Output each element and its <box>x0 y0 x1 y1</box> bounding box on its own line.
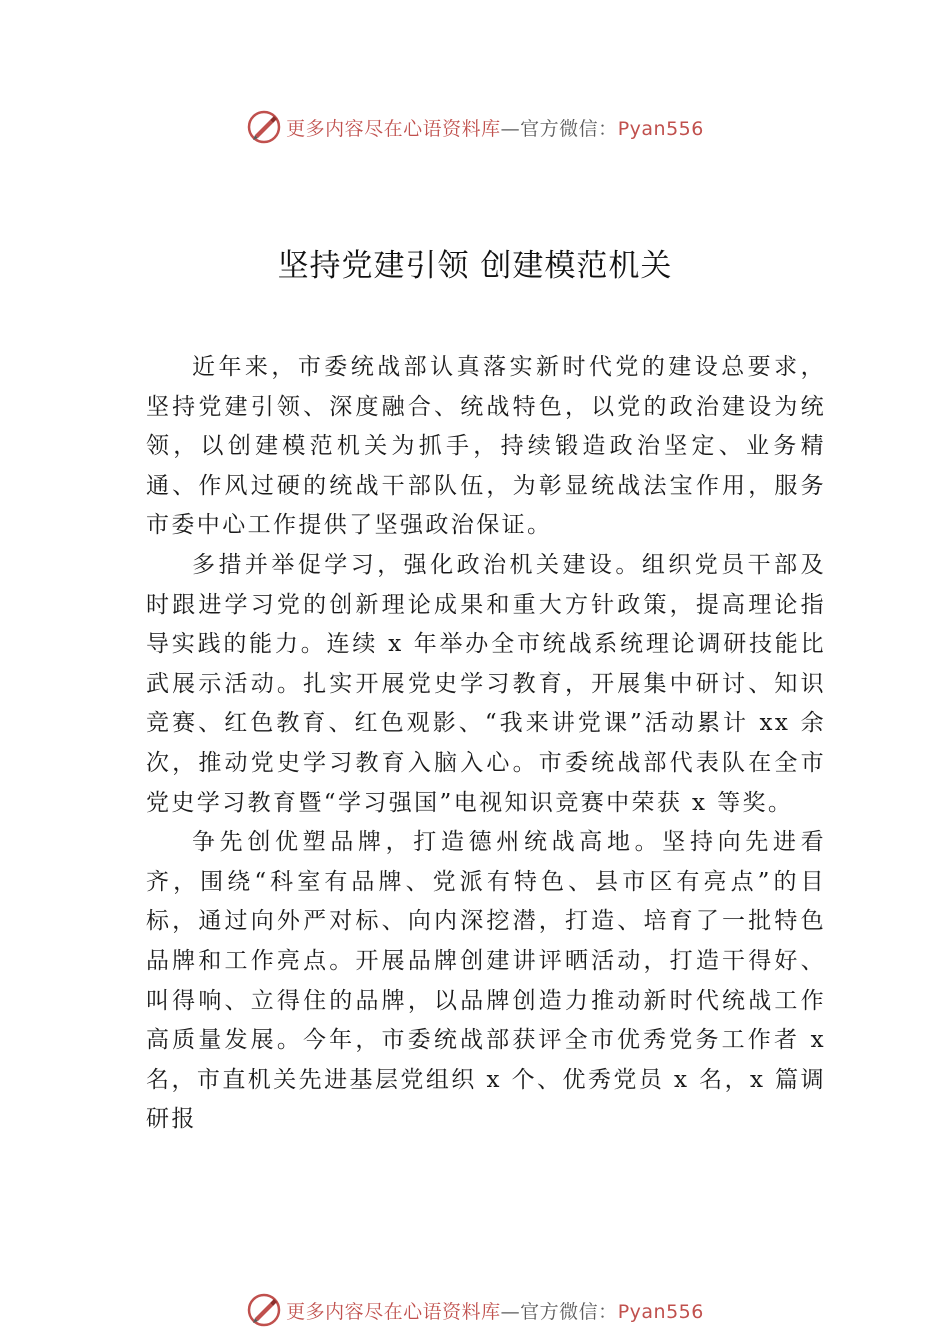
document-title: 坚持党建引领 创建模范机关 <box>277 248 673 284</box>
watermark-wechat-id: Pyan556 <box>617 1300 704 1323</box>
document-body <box>146 348 826 1140</box>
watermark-label: 官方微信： <box>520 1300 618 1323</box>
paragraph: 近年来，市委统战部认真落实新时代党的建设总要求，坚持党建引领、深度融合、统战特色，以党的政治建设为统领，以创建模范机关为抓手，持续锻造政治坚定、业务精通、作风过硬的统战干部队伍，为彰显统战法宝作用，服务市委中心工作提供了坚强政治保证。 <box>146 354 826 539</box>
paragraph: 多措并举促学习，强化政治机关建设。组织党员干部及时跟进学习党的创新理论成果和重大方针政策，提高理论指导实践的能力。连续 x 年举办全市统战系统理论调研技能比武展示活动。扎实开展党史学习教育，开展集中研讨、知识竞赛、红色教育、红色观影、“我来讲党课”活动累计 xx 余次，推动党史学习教育入脑入心。市委统战部代表队在全市党史学习教育暨“学习强国”电视知识竞赛中荣获 x 等奖。 <box>146 551 826 816</box>
watermark-separator: — <box>500 117 521 140</box>
watermark-main: 更多内容尽在心语资料库 <box>286 117 501 140</box>
paragraph: 争先创优塑品牌，打造德州统战高地。坚持向先进看齐，围绕“科室有品牌、党派有特色、县市区有亮点”的目标，通过向外严对标、向内深挖潜，打造、培育了一批特色品牌和工作亮点。开展品牌创建讲评晒活动，打造干得好、叫得响、立得住的品牌，以品牌创造力推动新时代统战工作高质量发展。今年，市委统战部获评全市优秀党务工作者 x 名，市直机关先进基层党组织 x 个、优秀党员 x 名，x 篇调研报 <box>146 829 826 1133</box>
watermark-label: 官方微信： <box>520 117 618 140</box>
watermark-text <box>286 1297 704 1324</box>
pen-logo-icon <box>246 109 282 145</box>
watermark-separator: — <box>500 1300 521 1323</box>
watermark-wechat-id: Pyan556 <box>617 117 704 140</box>
footer-watermark <box>0 1288 950 1332</box>
header-watermark <box>0 105 950 149</box>
pen-logo-icon <box>246 1292 282 1328</box>
watermark-main: 更多内容尽在心语资料库 <box>286 1300 501 1323</box>
watermark-text <box>286 114 704 141</box>
